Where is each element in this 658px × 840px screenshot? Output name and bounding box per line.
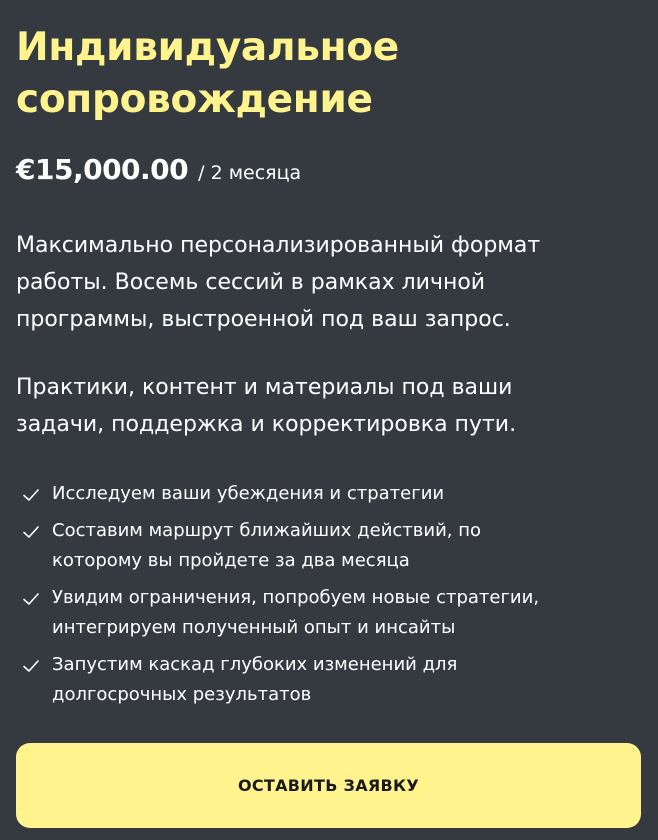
plan-period: / 2 месяца	[198, 162, 302, 184]
check-icon	[22, 524, 40, 540]
feature-text: которому вы пройдете за два месяца	[52, 550, 410, 571]
plan-description	[16, 227, 646, 338]
plan-description-secondary	[16, 369, 646, 443]
feature-item	[16, 516, 646, 576]
description-line: задачи, поддержка и корректировка пути.	[16, 412, 517, 437]
submit-application-button[interactable]: ОСТАВИТЬ ЗАЯВКУ	[16, 743, 641, 828]
feature-text: Исследуем ваши убеждения и стратегии	[52, 483, 445, 504]
feature-text: Запустим каскад глубоких изменений для	[52, 654, 458, 675]
check-icon	[22, 487, 40, 503]
feature-item	[16, 583, 646, 643]
description-line: работы. Восемь сессий в рамках личной	[16, 270, 486, 295]
feature-item	[16, 650, 646, 710]
feature-item	[16, 479, 646, 509]
check-icon	[22, 591, 40, 607]
feature-text: Увидим ограничения, попробуем новые стратегии,	[52, 587, 540, 608]
plan-title	[16, 22, 646, 126]
feature-list	[16, 479, 646, 717]
description-line: Практики, контент и материалы под ваши	[16, 375, 513, 400]
description-line: программы, выстроенной под ваш запрос.	[16, 307, 511, 332]
description-line: Максимально персонализированный формат	[16, 233, 541, 258]
check-icon	[22, 658, 40, 674]
feature-text: Составим маршрут ближайших действий, по	[52, 520, 482, 541]
feature-text: долгосрочных результатов	[52, 684, 312, 705]
plan-title-line: Индивидуальное	[16, 25, 399, 70]
plan-price: €15,000.00	[16, 153, 189, 186]
price-row	[16, 153, 301, 189]
plan-title-line: сопровождение	[16, 77, 373, 122]
feature-text: интегрируем полученный опыт и инсайты	[52, 617, 456, 638]
